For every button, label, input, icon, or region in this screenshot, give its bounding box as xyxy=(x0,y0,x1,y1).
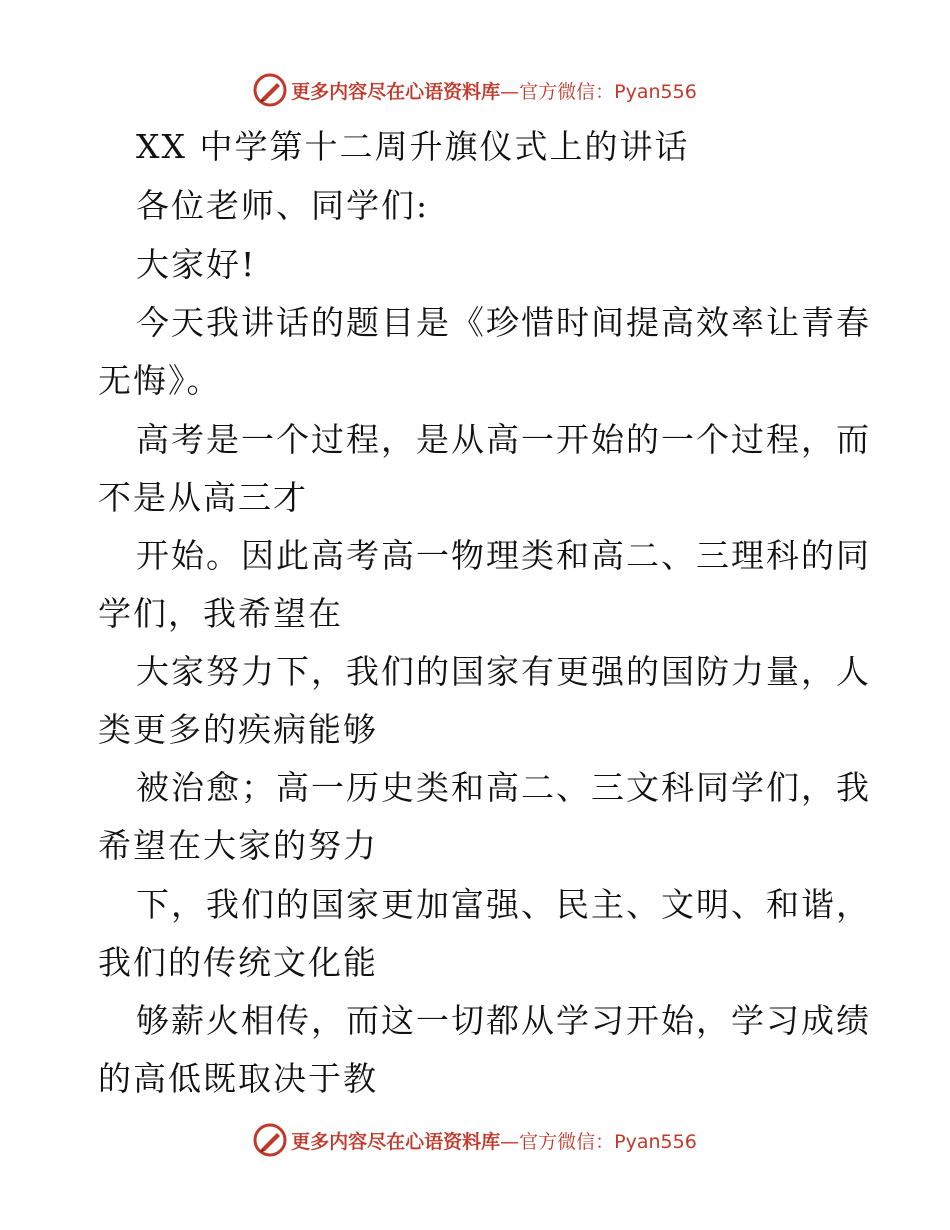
text-line: 无悔》。 xyxy=(98,361,222,400)
text-line: 我们的传统文化能 xyxy=(98,943,378,982)
text-line: 类更多的疾病能够 xyxy=(98,710,378,749)
text-line: 被治愈；高一历史类和高二、三文科同学们，我 xyxy=(136,768,871,807)
text-line: 下，我们的国家更加富强、民主、文明、和谐， xyxy=(136,885,871,924)
text-line: 高考是一个过程，是从高一开始的一个过程，而 xyxy=(136,420,871,459)
text-line: 的高低既取决于教 xyxy=(98,1059,378,1098)
text-line: 大家努力下，我们的国家有更强的国防力量，人 xyxy=(136,652,871,691)
text-line: 不是从高三才 xyxy=(98,478,308,517)
text-line: 希望在大家的努力 xyxy=(98,826,378,865)
header-banner xyxy=(0,70,950,110)
salutation: 各位老师、同学们: xyxy=(136,186,430,225)
banner-text: 更多内容尽在心语资料库—官方微信：Pyan556 xyxy=(291,1130,697,1153)
text-line: 学们，我希望在 xyxy=(98,594,343,633)
pen-logo-icon xyxy=(253,73,287,107)
pen-logo-icon xyxy=(253,1123,287,1157)
text-line: 今天我讲话的题目是《珍惜时间提高效率让青春 xyxy=(136,303,871,342)
text-line: 开始。因此高考高一物理类和高二、三理科的同 xyxy=(136,536,871,575)
greeting: 大家好! xyxy=(136,245,257,284)
text-line: 够薪火相传，而这一切都从学习开始，学习成绩 xyxy=(136,1001,871,1040)
speech-title: XX 中学第十二周升旗仪式上的讲话 xyxy=(136,127,690,166)
banner-text: 更多内容尽在心语资料库—官方微信：Pyan556 xyxy=(291,80,697,103)
footer-banner xyxy=(0,1120,950,1160)
